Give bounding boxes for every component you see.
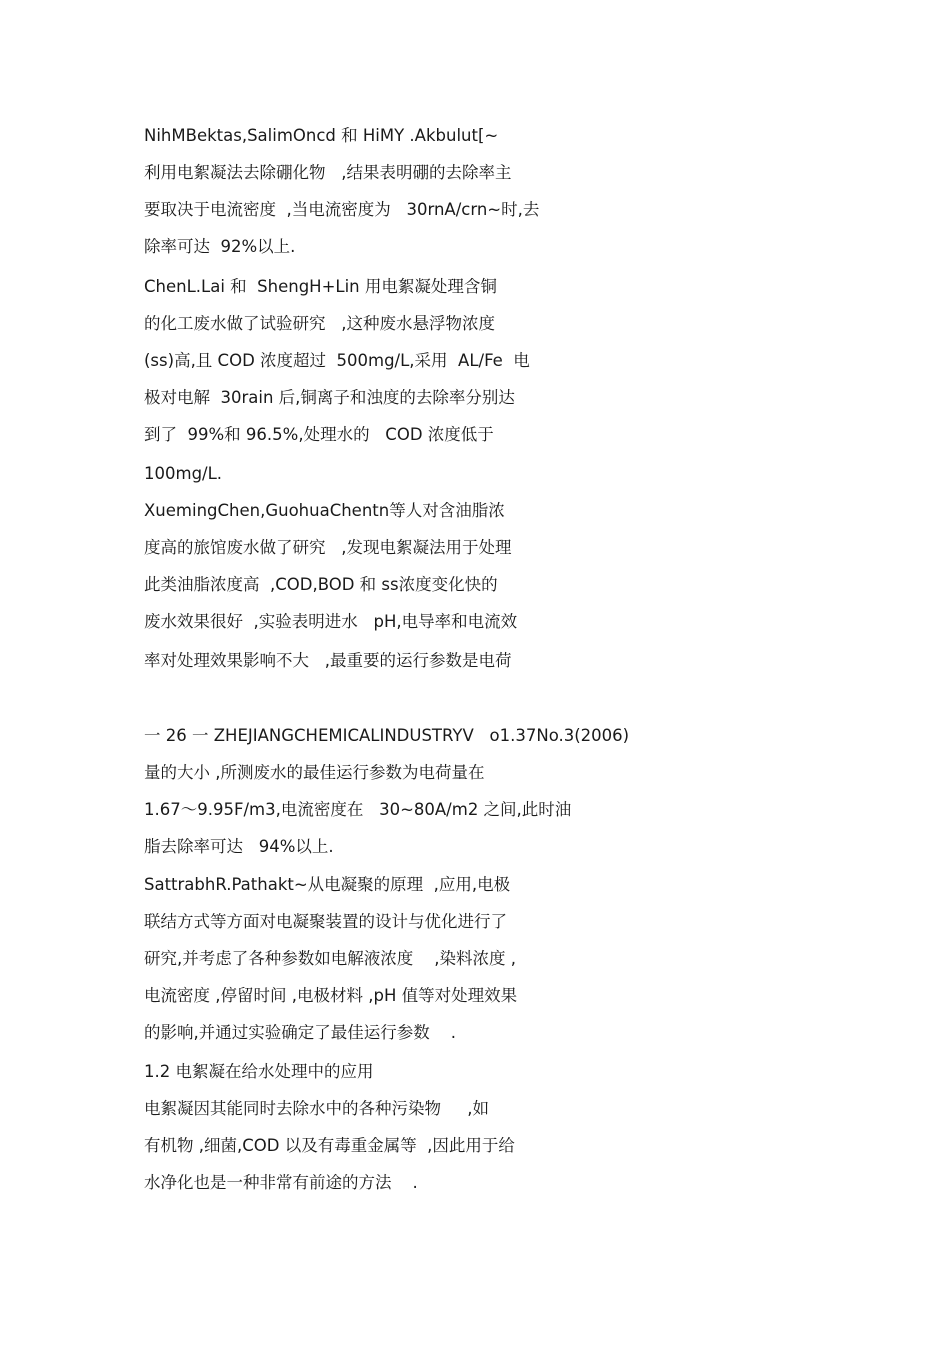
text-line: 极对电解 30rain 后,铜离子和浊度的去除率分别达 <box>144 388 515 407</box>
journal-footer: 一 26 一 ZHEJIANGCHEMICALINDUSTRYV o1.37No.3(2006) <box>144 726 630 745</box>
text-line: 联结方式等方面对电凝聚装置的设计与优化进行了 <box>144 912 507 931</box>
text-line: 度高的旅馆废水做了研究 ,发现电絮凝法用于处理 <box>144 538 512 557</box>
text-line: 有机物 ,细菌,COD 以及有毒重金属等 ,因此用于给 <box>144 1136 515 1155</box>
text-line: 除率可达 92%以上. <box>144 237 296 256</box>
text-line: 此类油脂浓度高 ,COD,BOD 和 ss浓度变化快的 <box>144 575 498 594</box>
text-line: SattrabhR.Pathakt~从电凝聚的原理 ,应用,电极 <box>144 875 511 894</box>
text-line: (ss)高,且 COD 浓度超过 500mg/L,采用 AL/Fe 电 <box>144 351 530 370</box>
text-line: 电流密度 ,停留时间 ,电极材料 ,pH 值等对处理效果 <box>144 986 518 1005</box>
text-line: 要取决于电流密度 ,当电流密度为 30rnA/crn~时,去 <box>144 200 540 219</box>
text-line: 量的大小 ,所测废水的最佳运行参数为电荷量在 <box>144 763 485 782</box>
text-line: 废水效果很好 ,实验表明进水 pH,电导率和电流效 <box>144 612 518 631</box>
text-line: 的影响,并通过实验确定了最佳运行参数 . <box>144 1023 456 1042</box>
text-line: 水净化也是一种非常有前途的方法 . <box>144 1173 418 1192</box>
text-line: 的化工废水做了试验研究 ,这种废水悬浮物浓度 <box>144 314 495 333</box>
text-line: 脂去除率可达 94%以上. <box>144 837 334 856</box>
text-line: ChenL.Lai 和 ShengH+Lin 用电絮凝处理含铜 <box>144 277 497 296</box>
text-line: 电絮凝因其能同时去除水中的各种污染物 ,如 <box>144 1099 489 1118</box>
text-line: 到了 99%和 96.5%,处理水的 COD 浓度低于 <box>144 425 494 444</box>
text-line: 利用电絮凝法去除硼化物 ,结果表明硼的去除率主 <box>144 163 512 182</box>
text-line: 100mg/L. <box>144 464 223 483</box>
section-heading: 1.2 电絮凝在给水处理中的应用 <box>144 1062 374 1081</box>
text-line: 率对处理效果影响不大 ,最重要的运行参数是电荷 <box>144 651 512 670</box>
text-line: 研究,并考虑了各种参数如电解液浓度 ,染料浓度 , <box>144 949 516 968</box>
text-line: 1.67～9.95F/m3,电流密度在 30~80A/m2 之间,此时油 <box>144 800 572 819</box>
text-line: XuemingChen,GuohuaChentn等人对含油脂浓 <box>144 501 505 520</box>
text-line: NihMBektas,SalimOncd 和 HiMY .Akbulut[~ <box>144 126 499 145</box>
